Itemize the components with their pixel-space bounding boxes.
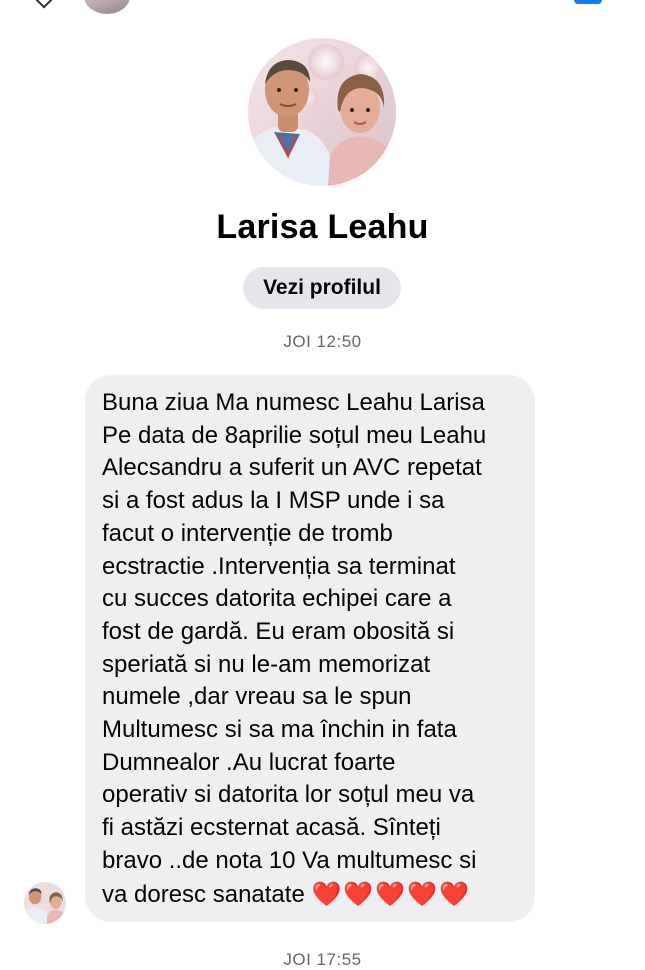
message-line: Alecsandru a suferit un AVC repetat xyxy=(102,454,482,482)
message-line: speriată si nu le-am memorizat xyxy=(102,650,431,678)
view-profile-button[interactable]: Vezi profilul xyxy=(243,267,401,309)
contact-name: Larisa Leahu xyxy=(216,208,429,246)
message-line: bravo ..de nota 10 Va multumesc si xyxy=(102,846,477,874)
header-avatar[interactable] xyxy=(84,0,130,14)
message-line: fi astăzi ecsternat acasă. Sînteți xyxy=(102,814,441,842)
message-line-last xyxy=(102,878,525,912)
message-line-text: va doresc sanatate xyxy=(102,880,312,908)
message-line: fost de gardă. Eu eram obosită si xyxy=(102,617,455,645)
message-line: facut o intervenție de tromb xyxy=(102,519,393,547)
message-line: Pe data de 8aprilie soțul meu Leahu xyxy=(102,421,487,449)
message-line: si a fost adus la I MSP unde i sa xyxy=(102,487,445,515)
message-timestamp: JOI 12:50 xyxy=(283,332,362,351)
couple-photo-avatar xyxy=(248,38,396,186)
next-message-timestamp: JOI 17:55 xyxy=(283,950,362,969)
message-line: cu succes datorita echipei care a xyxy=(102,585,452,613)
message-bubble[interactable] xyxy=(85,375,535,922)
message-line: numele ,dar vreau sa le spun xyxy=(102,683,412,711)
header-action-icon[interactable] xyxy=(574,0,602,4)
couple-photo-avatar xyxy=(24,882,66,924)
hearts-emoji-icon: ❤️❤️❤️❤️❤️ xyxy=(311,879,471,908)
message-line: Buna ziua Ma numesc Leahu Larisa xyxy=(102,389,485,416)
message-line: Multumesc si sa ma închin in fata xyxy=(102,716,457,744)
message-line: ecstractie .Intervenția sa terminat xyxy=(102,552,456,580)
profile-avatar[interactable] xyxy=(248,38,396,186)
sender-avatar[interactable] xyxy=(24,882,66,924)
message-line: Dumnealor .Au lucrat foarte xyxy=(102,748,396,776)
back-chevron-icon[interactable] xyxy=(36,0,53,8)
message-line: operativ si datorita lor soțul meu va xyxy=(102,781,475,809)
